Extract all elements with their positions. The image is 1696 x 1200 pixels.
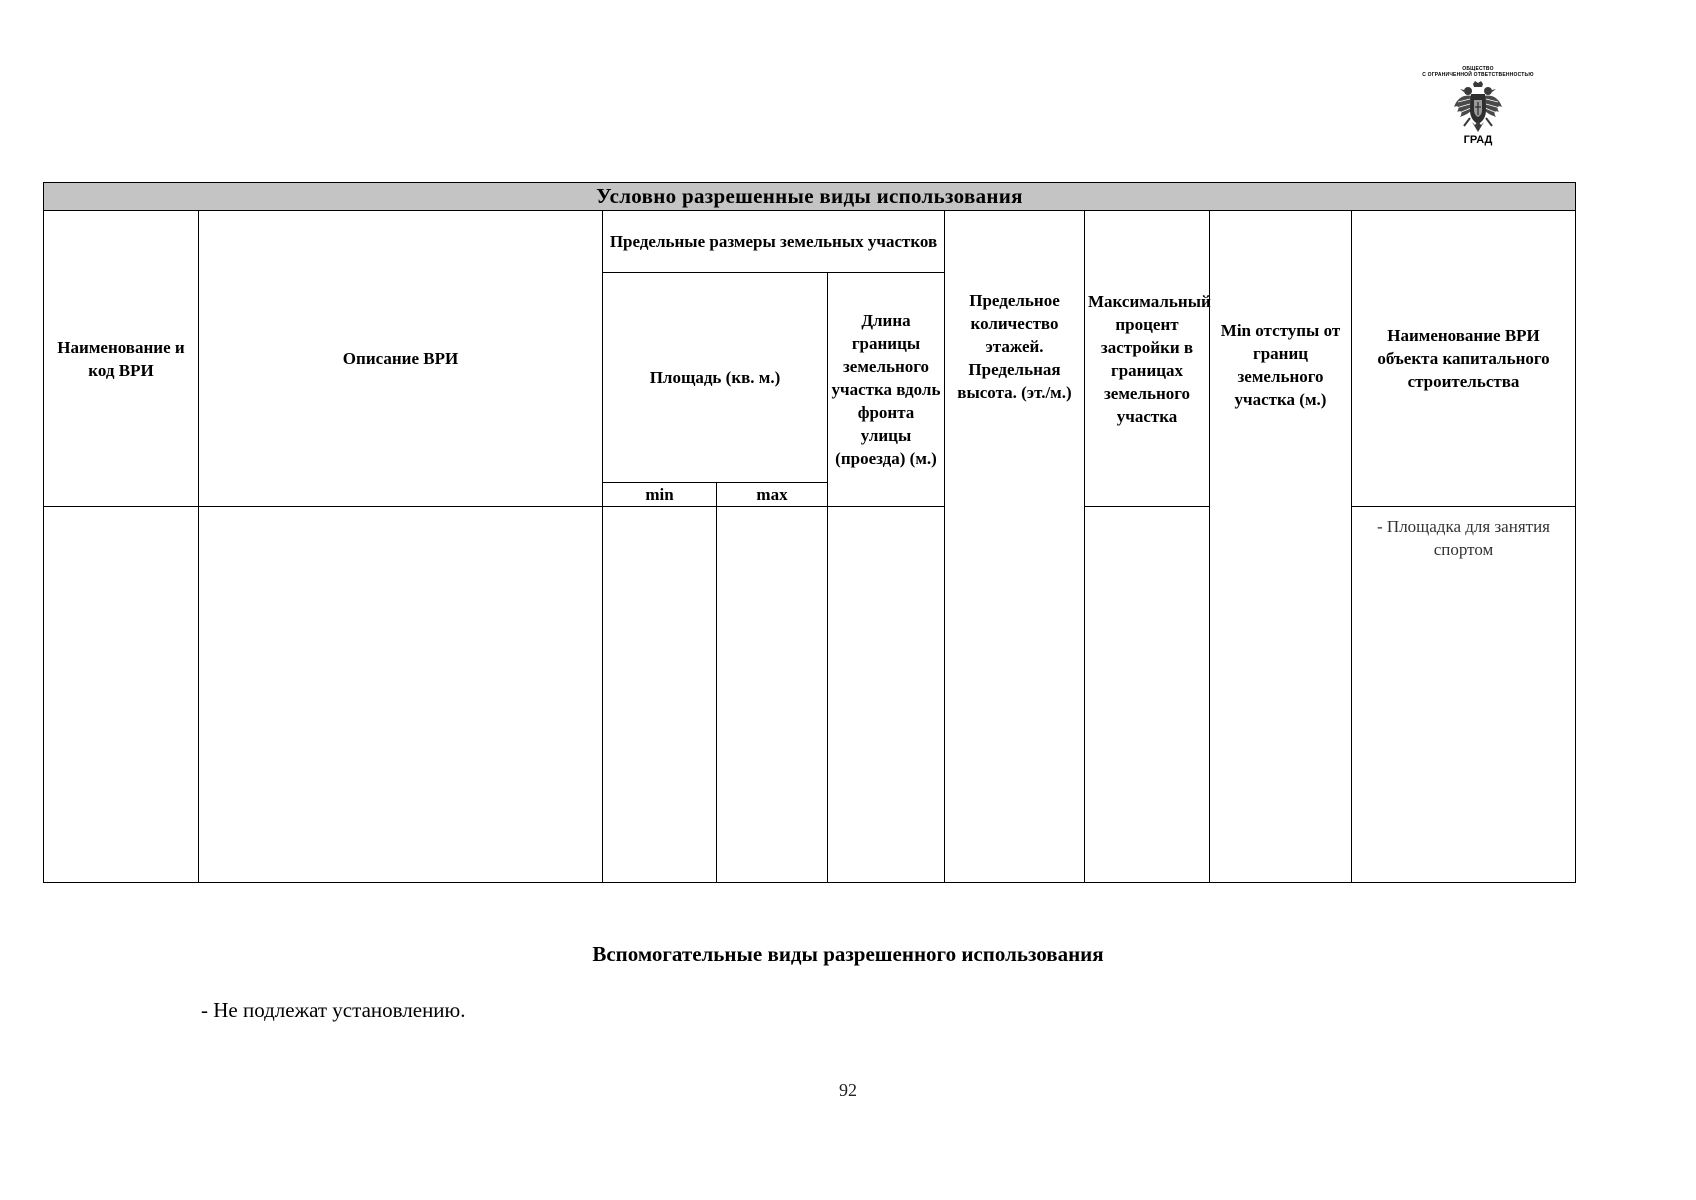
company-logo xyxy=(1390,66,1566,156)
table-title: Условно разрешенные виды использования xyxy=(44,183,1576,211)
cell-coverage xyxy=(1085,507,1210,883)
page-number: 92 xyxy=(839,1080,857,1100)
vri-table xyxy=(43,182,1576,883)
table-title-row xyxy=(44,183,1576,211)
aux-text: - Не подлежат установлению. xyxy=(201,998,466,1022)
cell-area-min xyxy=(603,507,717,883)
logo-company-name: ГРАД xyxy=(1463,134,1493,146)
header-row-1 xyxy=(44,211,1576,273)
header-area-min: min xyxy=(603,483,717,507)
header-description: Описание ВРИ xyxy=(199,211,603,507)
header-object-name: Наименование ВРИ объекта капитального строительства xyxy=(1352,211,1576,507)
header-floors: Предельное количество этажей. Предельная высота. (эт./м.) xyxy=(945,211,1085,883)
cell-object-name: - Площадка для занятия спортом xyxy=(1352,507,1576,883)
aux-heading: Вспомогательные виды разрешенного использования xyxy=(592,942,1104,966)
cell-name-code xyxy=(44,507,199,883)
header-setbacks: Min отступы от границ земельного участка (м.) xyxy=(1210,211,1352,883)
header-plot-limits: Предельные размеры земельных участков xyxy=(603,211,945,273)
header-area: Площадь (кв. м.) xyxy=(603,273,828,483)
double-headed-eagle-emblem-icon xyxy=(1452,80,1504,134)
header-coverage: Максимальный процент застройки в границах земельного участка xyxy=(1085,211,1210,507)
cell-frontage xyxy=(828,507,945,883)
header-name-code: Наименование и код ВРИ xyxy=(44,211,199,507)
logo-line-1: ОБЩЕСТВО xyxy=(1462,66,1494,72)
header-frontage: Длина границы земельного участка вдоль фронта улицы (проезда) (м.) xyxy=(828,273,945,507)
cell-description xyxy=(199,507,603,883)
header-area-max: max xyxy=(717,483,828,507)
logo-line-2: С ОГРАНИЧЕННОЙ ОТВЕТСТВЕННОСТЬЮ xyxy=(1422,72,1534,78)
cell-area-max xyxy=(717,507,828,883)
